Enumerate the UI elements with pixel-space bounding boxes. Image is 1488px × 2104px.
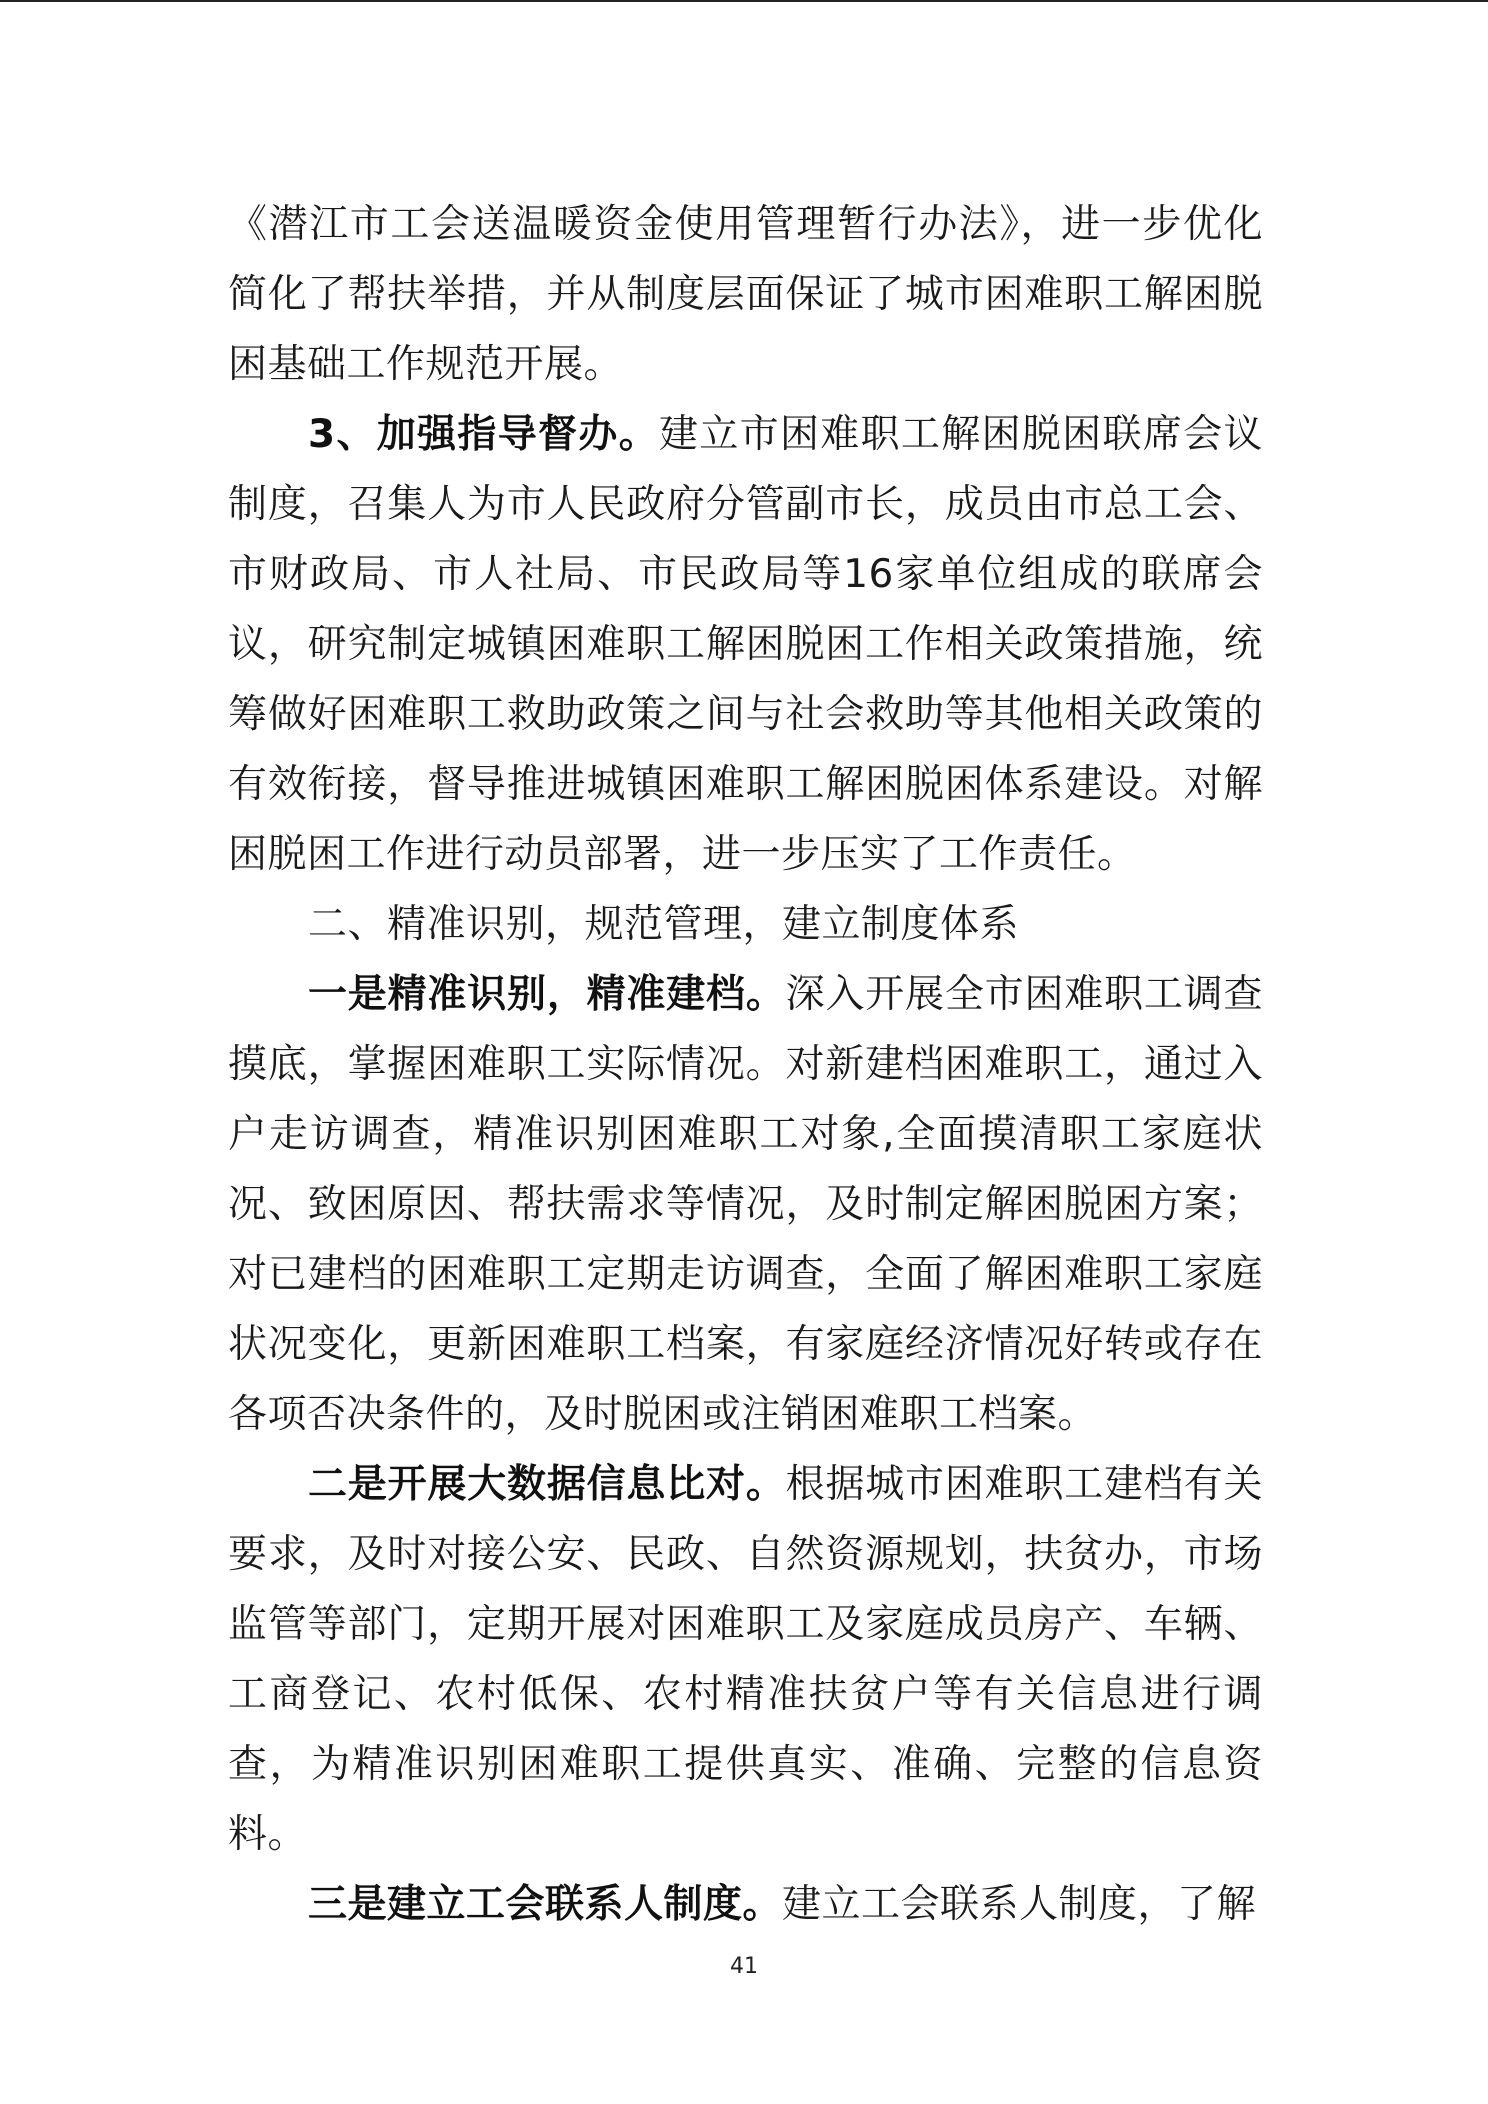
paragraph-text: 建立市困难职工解困脱困联席会议制度，召集人为市人民政府分管副市长，成员由市总工会、市财政局、市人社局、市民政局等16家单位组成的联席会议，研究制定城镇困难职工解困脱困工作相关政策措施，统筹做好困难职工救助政策之间与社会救助等其他相关政策的有效衔接，督导推进城镇困难职工解困脱困体系建设。对解困脱困工作进行动员部署，进一步压实了工作责任。 [228, 412, 1263, 877]
section-heading-text: 二、精准识别，规范管理，建立制度体系 [308, 902, 1020, 947]
paragraph-union-contact-system [228, 1870, 1263, 1940]
paragraph-guidance-supervision [228, 400, 1263, 890]
paragraph-big-data-comparison [228, 1450, 1263, 1870]
paragraph-text: 建立工会联系人制度，了解 [782, 1882, 1257, 1927]
page-number: 41 [730, 1954, 758, 1979]
top-border-line [0, 0, 1488, 2]
paragraph-lead: 一是精准识别，精准建档。 [308, 972, 786, 1017]
paragraph-lead: 三是建立工会联系人制度。 [308, 1882, 783, 1927]
paragraph-continuation [228, 190, 1263, 400]
paragraph-lead: 二是开展大数据信息比对。 [308, 1462, 786, 1507]
section-heading [228, 890, 1263, 960]
paragraph-text: 根据城市困难职工建档有关要求，及时对接公安、民政、自然资源规划，扶贫办，市场监管等部门，定期开展对困难职工及家庭成员房产、车辆、工商登记、农村低保、农村精准扶贫户等有关信息进行调查，为精准识别困难职工提供真实、准确、完整的信息资料。 [228, 1462, 1263, 1857]
paragraph-text: 《潜江市工会送温暖资金使用管理暂行办法》，进一步优化简化了帮扶举措，并从制度层面保证了城市困难职工解困脱困基础工作规范开展。 [228, 202, 1263, 387]
document-body [228, 190, 1263, 1940]
paragraph-precise-identification [228, 960, 1263, 1450]
paragraph-lead: 3、加强指导督办。 [308, 412, 660, 457]
paragraph-text: 深入开展全市困难职工调查摸底，掌握困难职工实际情况。对新建档困难职工，通过入户走访调查，精准识别困难职工对象,全面摸清职工家庭状况、致困原因、帮扶需求等情况，及时制定解困脱困方案；对已建档的困难职工定期走访调查，全面了解困难职工家庭状况变化，更新困难职工档案，有家庭经济情况好转或存在各项否决条件的，及时脱困或注销困难职工档案。 [228, 972, 1263, 1437]
